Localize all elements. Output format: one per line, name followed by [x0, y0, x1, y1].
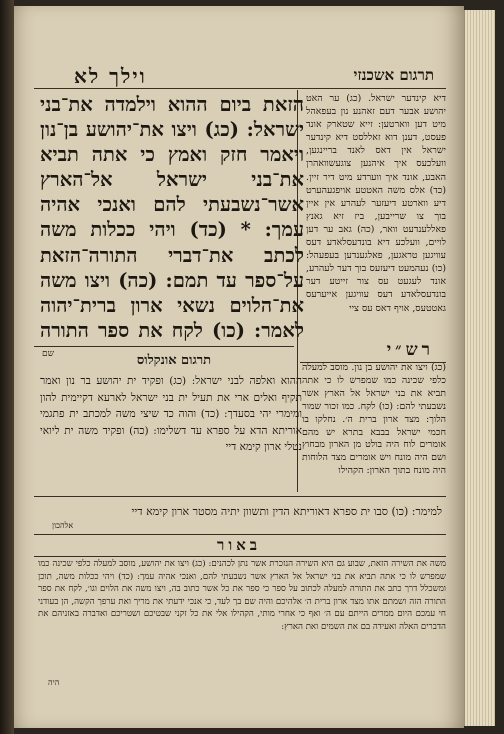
torah-catchword: שם: [42, 349, 54, 359]
header-right-title: וילך לא: [74, 64, 147, 88]
rashi-catchword: הקהילו: [338, 465, 364, 477]
onkelos-last-line-text: למימר: (כו) סבו ית ספרא דאוריתא הדין ותשוון יתיה מסטר ארון קימא דיי: [131, 505, 442, 518]
rashi-title: רש״י: [386, 340, 434, 360]
binding-shadow: [0, 0, 14, 734]
biur-title: באור: [216, 536, 262, 554]
header-left-title: תרגום אשכנזי: [353, 66, 434, 84]
torah-rule: [34, 346, 294, 347]
header-rule: [34, 88, 446, 89]
onkelos-catchword: אלהכון: [52, 521, 74, 530]
onkelos-title: תרגום אונקלוס: [136, 353, 212, 368]
biur-title-rule: [34, 556, 446, 557]
biur-catchword: היה: [48, 678, 60, 687]
ashkenazi-translation: [306, 92, 446, 362]
onkelos-text: ההוא ואלפה לבני ישראל: (כג) ופקיד ית יהושע בר נון ואמר תקיף ואלים ארי את תעיל ית בני ישראל לארעא דקיימית להון ומימרי יהי בסעדך: (כד) והוה כד שיצי משה למכתב ית פתגמי אוריתא הדא על ספרא עד דשלימו: (כה) ופקיד משה ית ליואי נטלי ארון קימא דיי: [40, 375, 302, 453]
ashkenazi-text: דיא קינדער ישראל. (כג) ער האט יהושע אבער דעם זאהנע נון בעפאהל מיט דען ווארטען: זייא שטארק אונד פעסט, דענן דוא זאללסט דיא קינדער ישראל אין דאס לאנד בריינגען, וועלכעס איך איהנען צוגעשוואהרן האבע, אונד איך ווערדע מיט דיר זיין. (כד) אלס משה האטטע אויפגעהערט דיע ווארטע דיעזער לעהרע אין איין בוך צו שרייבען, ביז זיא גאנץ פאללענדעט וואר, (כה) גאב ער דען לויים, וועלכע דיא בונדעסלאדע דעס עוויגען טראגען, פאלגענדען בעפעהל: (כו) נעהמעט דיעזעס בוך דער לעהרע, אונד לעגעט עס צור זייטע דער בונדעסלאדע דעס עוויגען אייערעס גאטטעס, אויף דאס עס: [306, 93, 446, 314]
book-page: [14, 6, 464, 728]
lower-rule: [34, 496, 446, 497]
biur-text: משה את השירה הזאת, שבוע גם היא השירה הנזכרת אשר נתן לכהנים: (כג) ויצו את יהושע, מוסב למעלה כלפי שכינה כמו שמפרש לו כי אתה תביא את בני ישראל אל הארץ אשר נשבעתי להם, ואנכי אהיה עמך: (כד) ויהי ככלות משה, תוכן ומשכלל דרך כתב את התורה למעלה לכתוב על ספר כי ספר את כל אשר כתוב בה, ויצו משה את הלוים וגו׳, לקח את ספר התורה הזה ושמתם אתו מצד ארון ברית ה׳ אלהיכם והיה שם בך לעד, כי אנכי ידעתי את מריך ואת ערפך הקשה, הן בעודני חי עמכם היום ממרים הייתם עם ה׳ ואף כי אחרי מותי, הקהילו אלי את כל זקני שבטיכם ושטריכם ואדברה באזניהם את הדברים האלה ואעידה בם את השמים ואת הארץ:: [38, 559, 446, 632]
page-edges: [464, 10, 495, 726]
rashi-commentary: [302, 362, 446, 492]
onkelos-last-line: [40, 502, 442, 522]
biur-top-rule: [34, 534, 446, 535]
ashkenazi-catchword: ציי: [349, 302, 359, 314]
rashi-text: (כג) ויצו את יהושע בן נון. מוסב למעלה כלפי שכינה כמו שמפרש לו כי אתה תביא את בני ישראל אל הארץ אשר נשבעתי להם: (כו) לקח. כמו זכור שמור הלוך: מצד ארון ברית ה׳. נחלקו בו חכמי ישראל בבבא בתרא יש מהם אומרים לוח היה בולט מן הארון מבחוץ ושם היה מונח ויש אומרים מצד הלוחות היה מונח בתוך הארון:: [302, 362, 446, 477]
running-header: [34, 66, 444, 88]
torah-text: הזאת ביום ההוא וילמדה את־בני ישראל: (כג) ויצו את־יהושע בן־נון ויאמר חזק ואמץ כי אתה תביא את־בני ישראל אל־הארץ אשר־נשבעתי להם ואנכי אהיה עמך: * (כד) ויהי ככלות משה לכתב את־דברי התורה־הזאת על־ספר עד תמם: (כה) ויצו משה את־הלוים נשאי ארון ברית־יהוה לאמר: (כו) לקח את ספר התורה: [40, 93, 304, 342]
